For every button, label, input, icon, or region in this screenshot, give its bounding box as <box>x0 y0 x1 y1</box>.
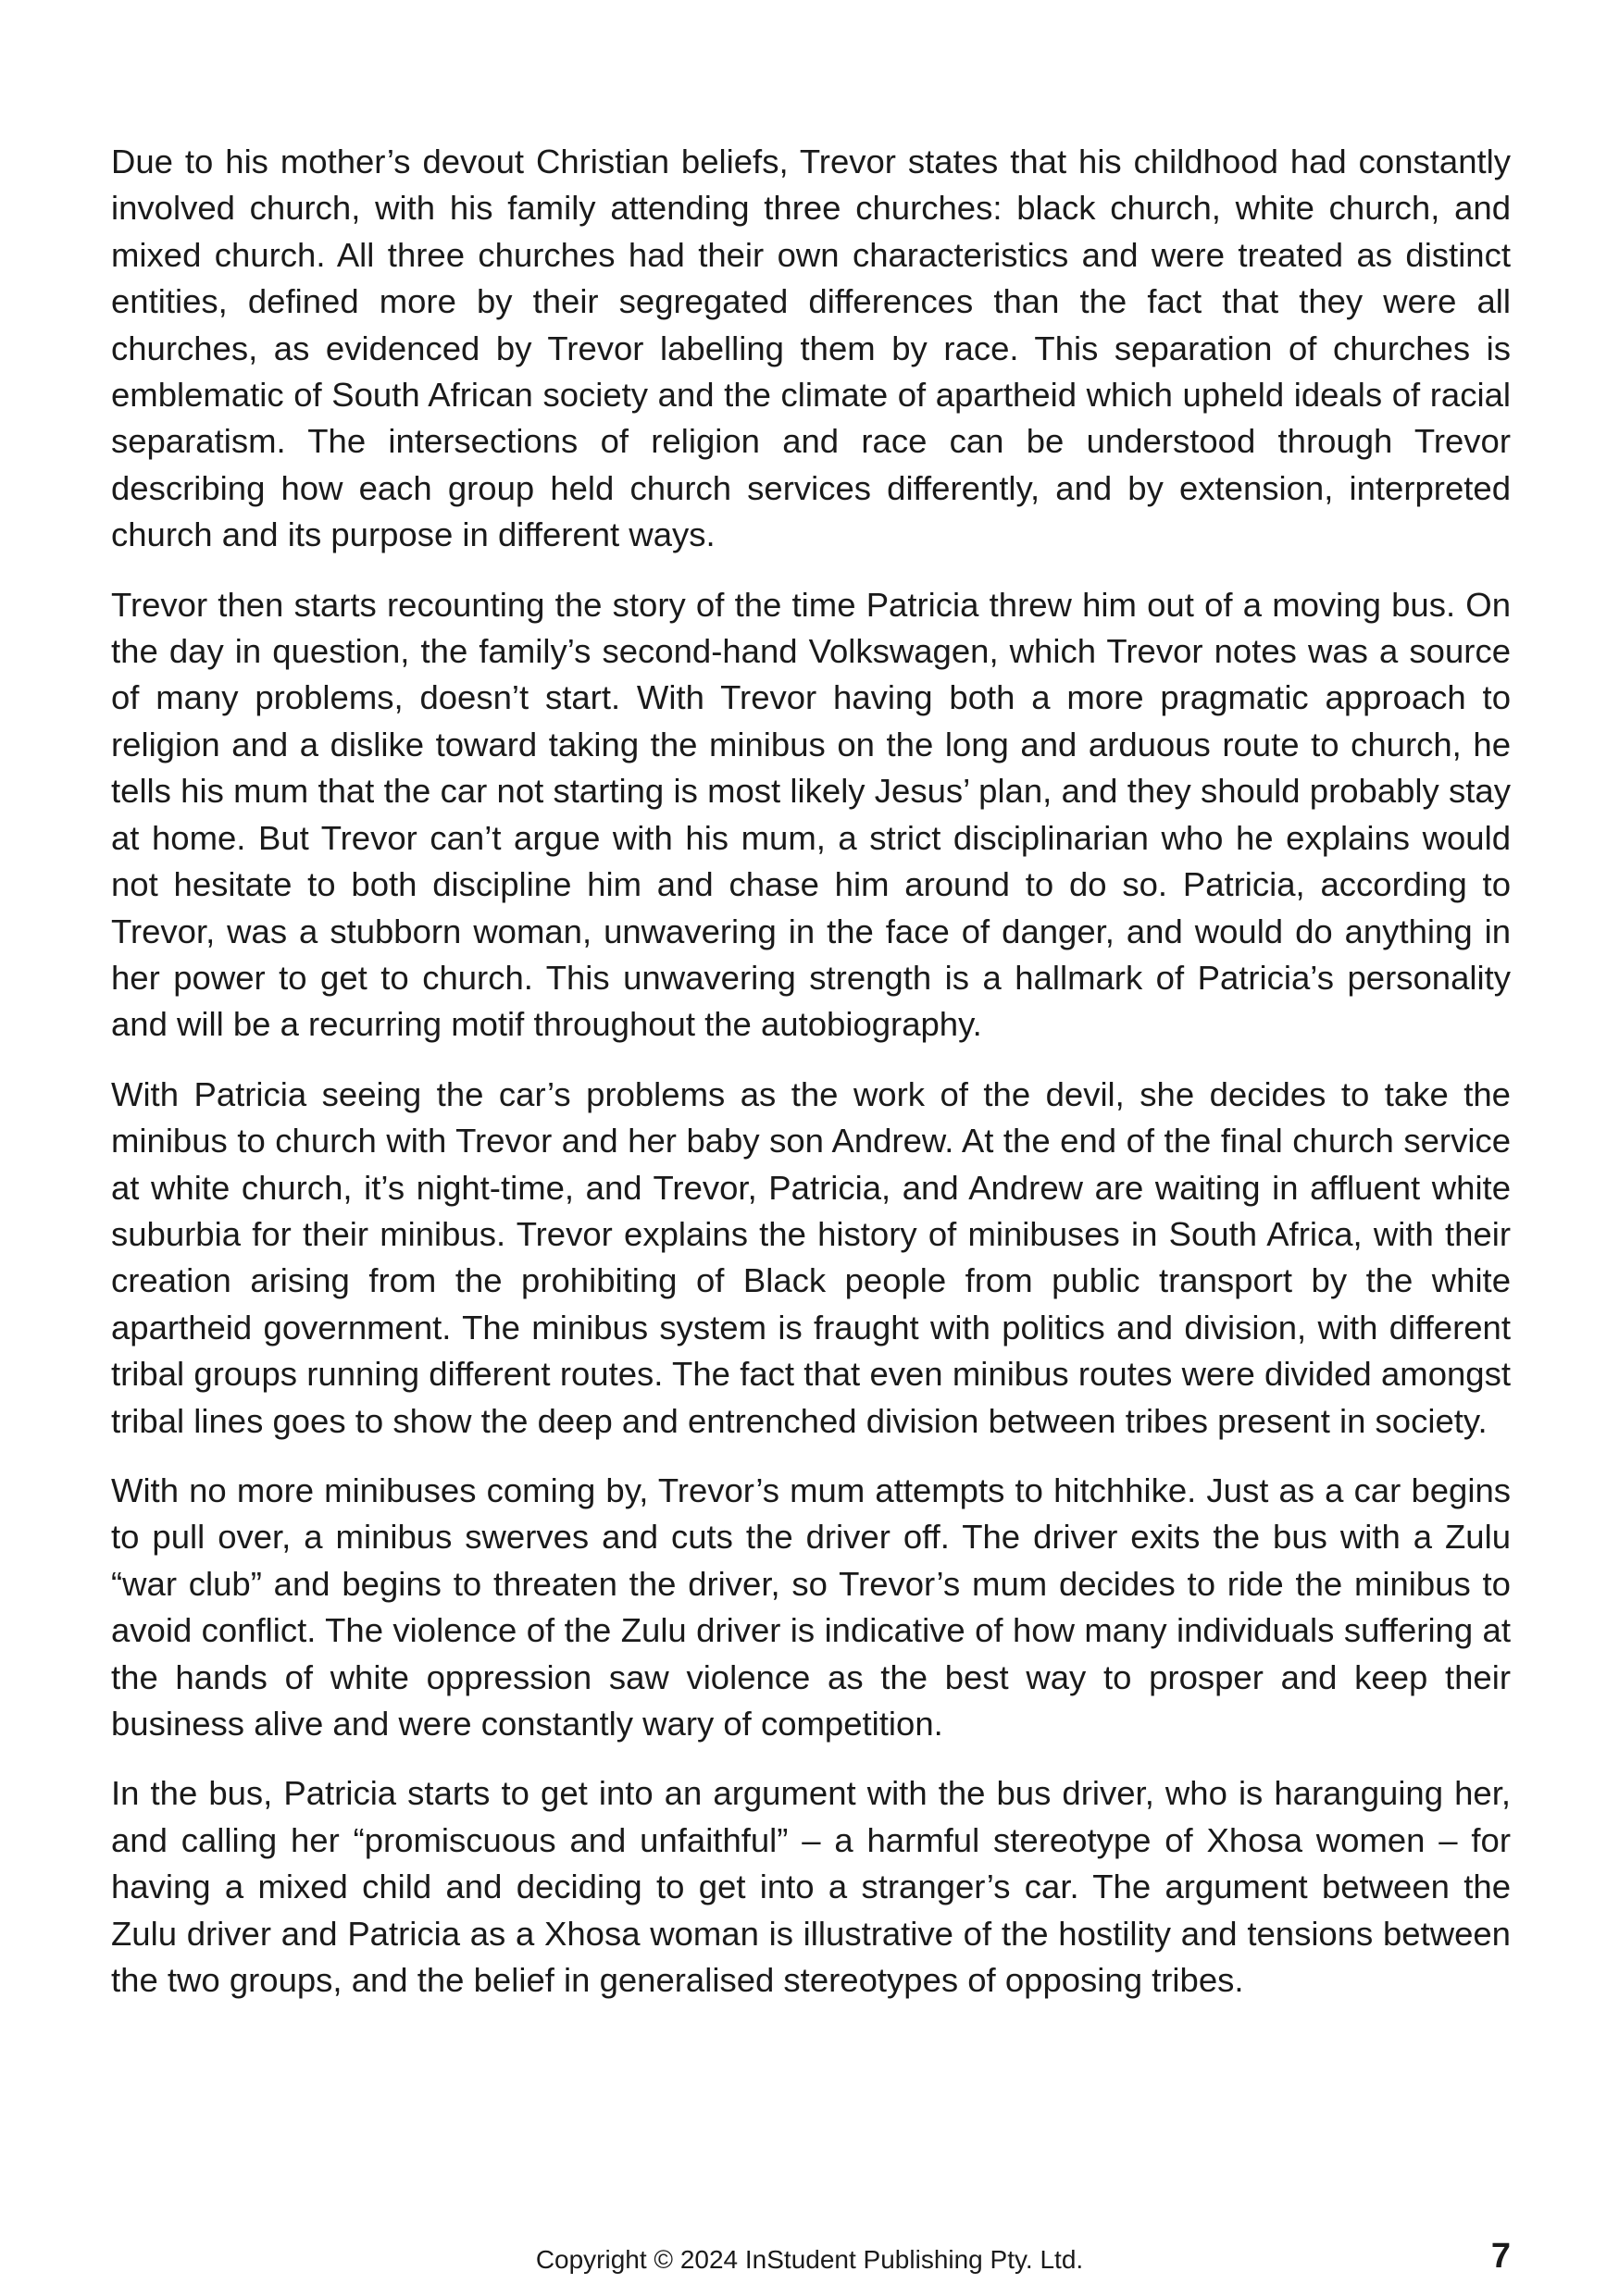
page-number: 7 <box>1490 2237 1511 2276</box>
copyright-notice: Copyright © 2024 InStudent Publishing Pty. Ltd. <box>535 2245 1084 2274</box>
page-footer <box>0 2230 1619 2286</box>
paragraph-minibus-history: With Patricia seeing the car’s problems as the work of the devil, she decides to take the minibus to church with Trevor and her baby son Andrew. At the end of the final church service at white church, it’s night-time, and Trevor, Patricia, and Andrew are waiting in affluent white suburbia for their minibus. Trevor explains the history of minibuses in South Africa, with their creation arising from the prohibiting of Black people from public transport by the white apartheid government. The minibus system is fraught with politics and division, with different tribal groups running different routes. The fact that even minibus routes were divided amongst tribal lines goes to show the deep and entrenched division between tribes present in society. <box>111 1074 1511 1440</box>
paragraph-church-background: Due to his mother’s devout Christian beliefs, Trevor states that his childhood had constantly involved church, with his family attending three churches: black church, white church, and mixed church. All three churches had their own characteristics and were treated as distinct entities, defined more by their segregated differences than the fact that they were all churches, as evidenced by Trevor labelling them by race. This separation of churches is emblematic of South African society and the climate of apartheid which upheld ideals of racial separatism. The intersections of religion and race can be understood through Trevor describing how each group held church services differently, and by extension, interpreted church and its purpose in different ways. <box>111 143 1511 554</box>
page-body <box>111 139 1511 2027</box>
paragraph-bus-argument: In the bus, Patricia starts to get into an argument with the bus driver, who is haranguing her, and calling her “promiscuous and unfaithful” – a harmful stereotype of Xhosa women – for having a mixed child and deciding to get into a stranger’s car. The argument between the Zulu driver and Patricia as a Xhosa woman is illustrative of the hostility and tensions between the two groups, and the belief in generalised stereotypes of opposing tribes. <box>111 1774 1511 2000</box>
paragraph-volkswagen-story: Trevor then starts recounting the story of the time Patricia threw him out of a moving bus. On the day in question, the family’s second-hand Volkswagen, which Trevor notes was a source of many problems, doesn’t start. With Trevor having both a more pragmatic approach to religion and a dislike toward taking the minibus on the long and arduous route to church, he tells his mum that the car not starting is most likely Jesus’ plan, and they should probably stay at home. But Trevor can’t argue with his mum, a strict disciplinarian who he explains would not hesitate to both discipline him and chase him around to do so. Patricia, according to Trevor, was a stubborn woman, unwavering in the face of danger, and would do anything in her power to get to church. This unwavering strength is a hallmark of Patricia’s personality and will be a recurring motif throughout the autobiography. <box>111 585 1511 1044</box>
paragraph-hitchhike: With no more minibuses coming by, Trevor’s mum attempts to hitchhike. Just as a car begins to pull over, a minibus swerves and cuts the driver off. The driver exits the bus with a Zulu “war club” and begins to threaten the driver, so Trevor’s mum decides to ride the minibus to avoid conflict. The violence of the Zulu driver is indicative of how many individuals suffering at the hands of white oppression saw violence as the best way to prosper and keep their business alive and were constantly wary of competition. <box>111 1471 1511 1743</box>
